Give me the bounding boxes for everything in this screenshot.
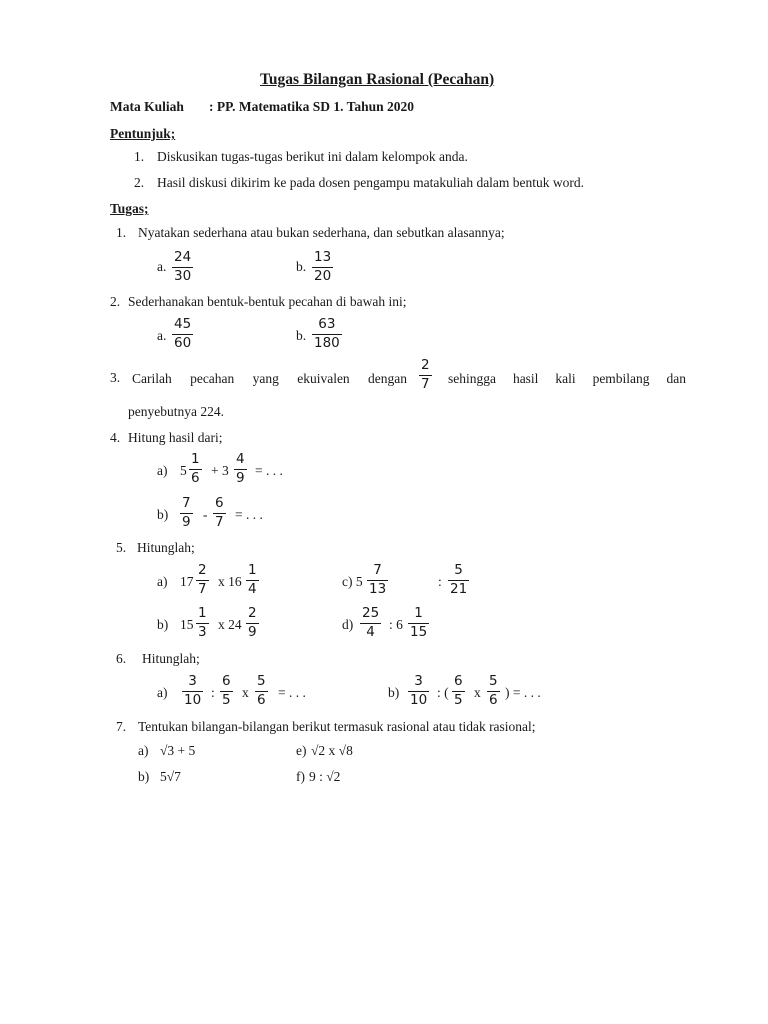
denominator: 4 bbox=[366, 623, 375, 640]
q1-number: 1. bbox=[116, 225, 127, 240]
q6-b-fraction-2 bbox=[452, 675, 465, 707]
q4-a-fraction-2 bbox=[234, 453, 247, 485]
q1-a-label: a. bbox=[157, 259, 167, 274]
q7-b-label: b) bbox=[138, 769, 150, 784]
q3-text-line2: penyebutnya 224. bbox=[128, 404, 224, 419]
numerator: 1 bbox=[191, 451, 200, 467]
q1-b-fraction bbox=[312, 251, 333, 283]
denominator: 7 bbox=[215, 513, 224, 530]
q5-d-operator: : 6 bbox=[389, 617, 403, 632]
course-label: Mata Kuliah bbox=[110, 99, 184, 114]
q2-b-fraction bbox=[312, 318, 342, 350]
q7-text: Tentukan bilangan-bilangan berikut termasuk rasional atau tidak rasional; bbox=[138, 719, 536, 734]
denominator: 5 bbox=[454, 691, 463, 708]
denominator: 180 bbox=[314, 334, 340, 351]
q6-b-equals: ) = . . . bbox=[505, 685, 541, 700]
q2-number: 2. bbox=[110, 294, 121, 309]
denominator: 6 bbox=[257, 691, 266, 708]
q7-f-label: f) bbox=[296, 769, 305, 784]
q7-e-label: e) bbox=[296, 743, 307, 758]
q5-a-whole-1: 17 bbox=[180, 574, 194, 589]
q3-word: Carilah bbox=[132, 371, 172, 386]
numerator: 5 bbox=[489, 673, 498, 689]
q2-a-label: a. bbox=[157, 328, 167, 343]
q6-b-fraction-1 bbox=[408, 675, 429, 707]
q7-a-expression: √3 + 5 bbox=[160, 743, 196, 758]
q2-a-fraction bbox=[172, 318, 193, 350]
q6-number: 6. bbox=[116, 651, 127, 666]
q1-a-fraction bbox=[172, 251, 193, 283]
q5-d-fraction-2 bbox=[408, 607, 429, 639]
denominator: 13 bbox=[369, 580, 387, 597]
denominator: 4 bbox=[248, 580, 257, 597]
q6-a-label: a) bbox=[157, 685, 168, 700]
numerator: 63 bbox=[318, 316, 336, 332]
q4-text: Hitung hasil dari; bbox=[128, 430, 223, 445]
numerator: 7 bbox=[182, 495, 191, 511]
denominator: 60 bbox=[174, 334, 192, 351]
denominator: 5 bbox=[222, 691, 231, 708]
numerator: 2 bbox=[198, 562, 207, 578]
q6-a-operator-2: x bbox=[242, 685, 249, 700]
q7-e-expression: √2 x √8 bbox=[311, 743, 353, 758]
q6-b-operator-1: : ( bbox=[437, 685, 449, 700]
q6-a-operator-1: : bbox=[211, 685, 215, 700]
q3-number: 3. bbox=[110, 370, 121, 385]
q5-d-label: d) bbox=[342, 617, 354, 632]
denominator: 10 bbox=[184, 691, 202, 708]
q5-d-fraction-1 bbox=[360, 607, 381, 639]
numerator: 45 bbox=[174, 316, 192, 332]
q6-a-fraction-1 bbox=[182, 675, 203, 707]
q5-c-operator: : bbox=[438, 574, 442, 589]
numerator: 6 bbox=[222, 673, 231, 689]
q5-c-label: c) 5 bbox=[342, 574, 363, 589]
q4-a-whole-1: 5 bbox=[180, 463, 187, 478]
q2-text: Sederhanakan bentuk-bentuk pecahan di bawah ini; bbox=[128, 294, 407, 309]
denominator: 6 bbox=[191, 469, 200, 486]
q5-c-fraction-1 bbox=[367, 564, 388, 596]
q5-c-fraction-2 bbox=[448, 564, 469, 596]
q5-text: Hitunglah; bbox=[137, 540, 195, 555]
q6-b-label: b) bbox=[388, 685, 400, 700]
q6-a-fraction-3 bbox=[255, 675, 268, 707]
numerator: 2 bbox=[248, 605, 257, 621]
q1-text: Nyatakan sederhana atau bukan sederhana, dan sebutkan alasannya; bbox=[138, 225, 505, 240]
numerator: 6 bbox=[215, 495, 224, 511]
q4-b-operator: - bbox=[203, 507, 208, 522]
q3-text-part1 bbox=[132, 371, 407, 387]
q3-word: sehingga bbox=[448, 371, 496, 386]
q5-a-operator: x 16 bbox=[218, 574, 242, 589]
q4-b-fraction-1 bbox=[180, 497, 193, 529]
q7-f-expression: 9 : √2 bbox=[309, 769, 341, 784]
q3-word: ekuivalen bbox=[297, 371, 350, 386]
pentunjuk-item-2: Hasil diskusi dikirim ke pada dosen pengampu matakuliah dalam bentuk word. bbox=[157, 175, 585, 190]
numerator: 6 bbox=[454, 673, 463, 689]
numerator: 25 bbox=[362, 605, 380, 621]
q5-number: 5. bbox=[116, 540, 127, 555]
q5-a-fraction-2 bbox=[246, 564, 259, 596]
pentunjuk-item-2-num: 2. bbox=[134, 175, 145, 190]
numerator: 3 bbox=[188, 673, 197, 689]
q3-word: dengan bbox=[368, 371, 407, 386]
q3-word: pembilang bbox=[592, 371, 650, 386]
numerator: 4 bbox=[236, 451, 245, 467]
q3-text-part2 bbox=[448, 371, 686, 387]
q3-word: pecahan bbox=[190, 371, 235, 386]
denominator: 7 bbox=[421, 375, 430, 392]
q6-a-fraction-2 bbox=[220, 675, 233, 707]
numerator: 1 bbox=[414, 605, 423, 621]
q3-word: dan bbox=[666, 371, 686, 386]
denominator: 20 bbox=[314, 267, 332, 284]
denominator: 6 bbox=[489, 691, 498, 708]
q5-b-whole-1: 15 bbox=[180, 617, 194, 632]
q4-b-label: b) bbox=[157, 507, 169, 522]
q4-a-label: a) bbox=[157, 463, 168, 478]
numerator: 13 bbox=[314, 249, 332, 265]
q3-fraction bbox=[419, 359, 432, 391]
denominator: 10 bbox=[410, 691, 428, 708]
numerator: 5 bbox=[257, 673, 266, 689]
numerator: 7 bbox=[373, 562, 382, 578]
q4-b-fraction-2 bbox=[213, 497, 226, 529]
q1-b-label: b. bbox=[296, 259, 307, 274]
q3-word: kali bbox=[555, 371, 576, 386]
page-title: Tugas Bilangan Rasional (Pecahan) bbox=[260, 71, 495, 88]
q4-number: 4. bbox=[110, 430, 121, 445]
denominator: 9 bbox=[182, 513, 191, 530]
pentunjuk-heading: Pentunjuk; bbox=[110, 126, 176, 141]
q5-a-fraction-1 bbox=[196, 564, 209, 596]
q5-b-label: b) bbox=[157, 617, 169, 632]
denominator: 9 bbox=[236, 469, 245, 486]
q4-a-fraction-1 bbox=[189, 453, 202, 485]
q6-b-operator-2: x bbox=[474, 685, 481, 700]
denominator: 9 bbox=[248, 623, 257, 640]
pentunjuk-item-1-num: 1. bbox=[134, 149, 145, 164]
q4-b-equals: = . . . bbox=[235, 507, 263, 522]
denominator: 30 bbox=[174, 267, 192, 284]
q4-a-operator: + 3 bbox=[211, 463, 229, 478]
denominator: 15 bbox=[410, 623, 428, 640]
numerator: 3 bbox=[414, 673, 423, 689]
course-value: : PP. Matematika SD 1. Tahun 2020 bbox=[209, 99, 415, 114]
q4-a-equals: = . . . bbox=[255, 463, 283, 478]
q7-number: 7. bbox=[116, 719, 127, 734]
q5-b-fraction-1 bbox=[196, 607, 209, 639]
q2-b-label: b. bbox=[296, 328, 307, 343]
numerator: 1 bbox=[198, 605, 207, 621]
numerator: 5 bbox=[454, 562, 463, 578]
q7-b-expression: 5√7 bbox=[160, 769, 181, 784]
q5-b-operator: x 24 bbox=[218, 617, 242, 632]
q6-text: Hitunglah; bbox=[142, 651, 200, 666]
q7-a-label: a) bbox=[138, 743, 149, 758]
q6-b-fraction-3 bbox=[487, 675, 500, 707]
tugas-heading: Tugas; bbox=[110, 201, 149, 216]
denominator: 3 bbox=[198, 623, 207, 640]
numerator: 1 bbox=[248, 562, 257, 578]
q6-a-equals: = . . . bbox=[278, 685, 306, 700]
q3-word: yang bbox=[252, 371, 279, 386]
denominator: 7 bbox=[198, 580, 207, 597]
numerator: 24 bbox=[174, 249, 192, 265]
denominator: 21 bbox=[450, 580, 468, 597]
q3-word: hasil bbox=[512, 371, 539, 386]
numerator: 2 bbox=[421, 357, 430, 373]
q5-b-fraction-2 bbox=[246, 607, 259, 639]
q5-a-label: a) bbox=[157, 574, 168, 589]
pentunjuk-item-1: Diskusikan tugas-tugas berikut ini dalam kelompok anda. bbox=[157, 149, 468, 164]
